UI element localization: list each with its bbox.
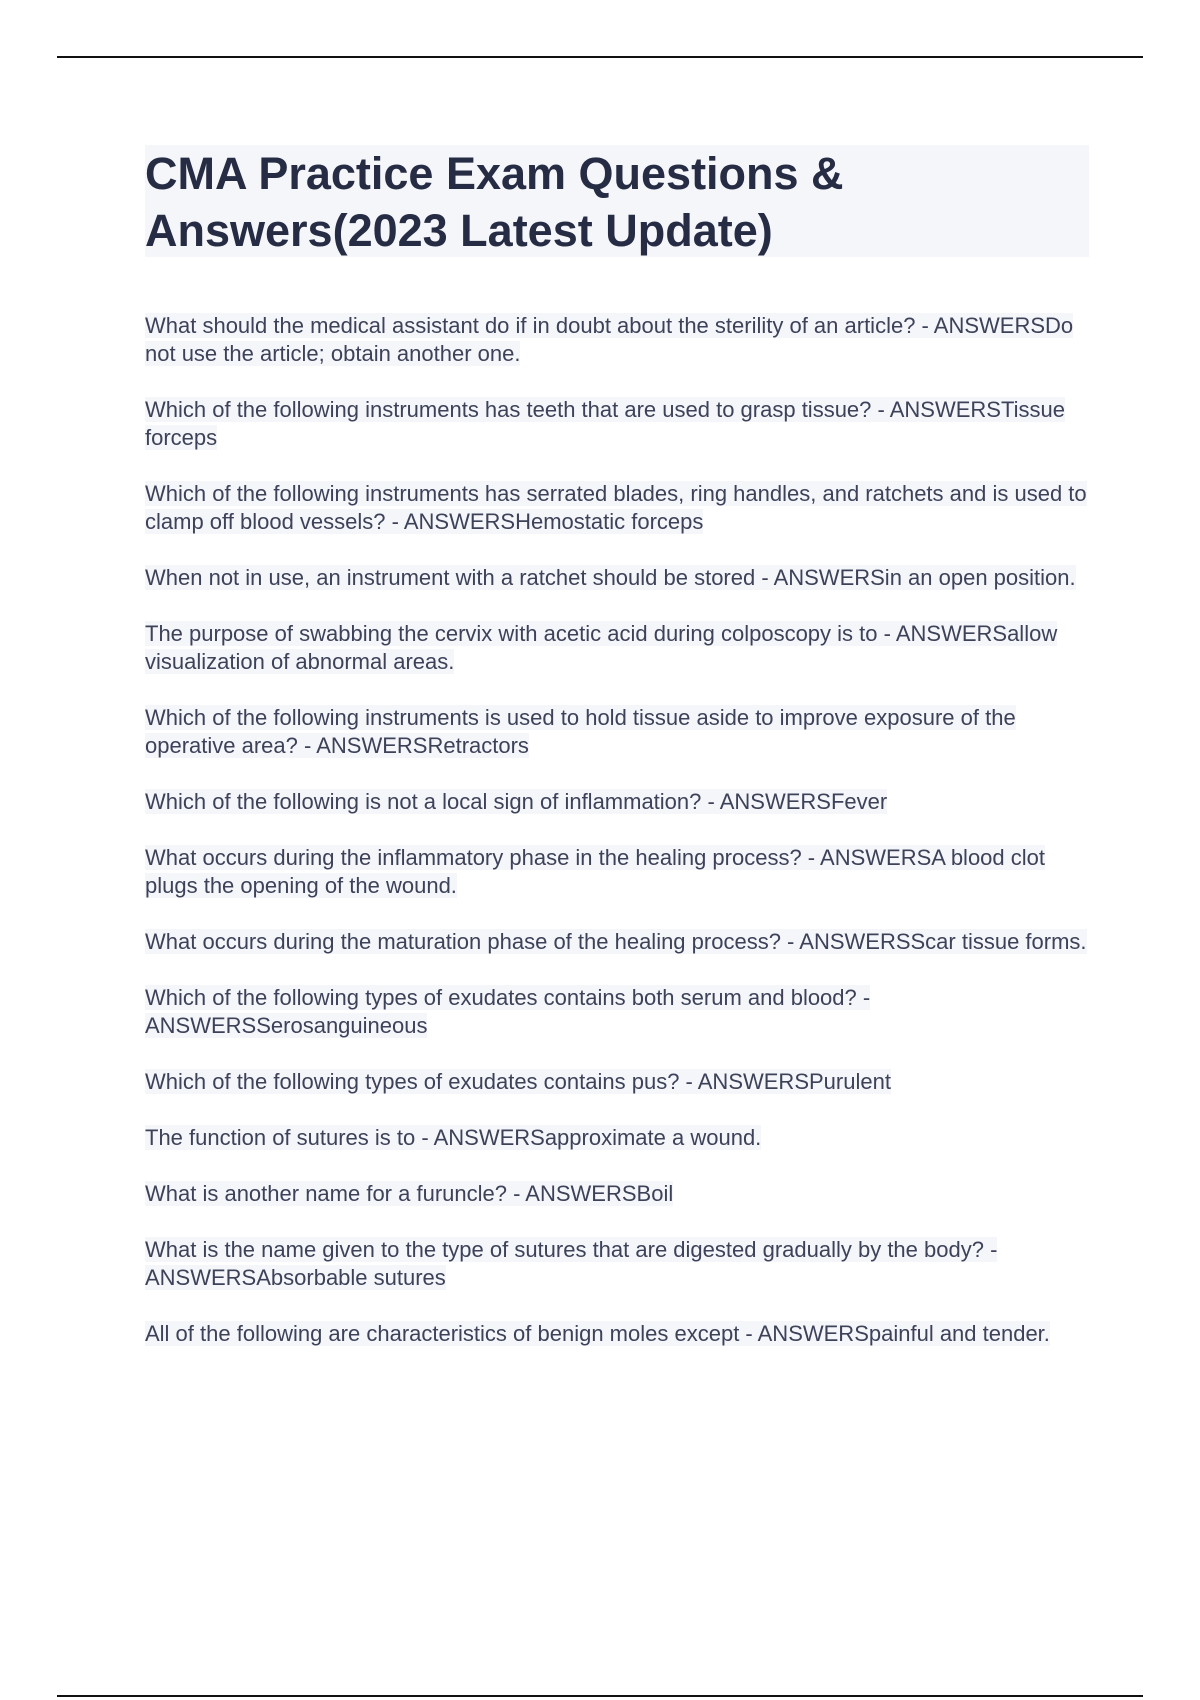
- qa-text: What is the name given to the type of sutures that are digested gradually by the body? - ANSWERSAbsorbable sutures: [145, 1237, 998, 1290]
- qa-text: The purpose of swabbing the cervix with acetic acid during colposcopy is to - ANSWERSallow visualization of abnormal areas.: [145, 621, 1058, 674]
- qa-text: What should the medical assistant do if in doubt about the sterility of an article? - ANSWERSDo not use the article; obtain another one.: [145, 313, 1074, 366]
- qa-item: [145, 788, 1089, 816]
- page-title: CMA Practice Exam Questions & Answers(2023 Latest Update): [145, 148, 844, 256]
- qa-item: [145, 1180, 1089, 1208]
- qa-text: What occurs during the inflammatory phase in the healing process? - ANSWERSA blood clot plugs the opening of the wound.: [145, 845, 1046, 898]
- qa-item: [145, 704, 1089, 760]
- bottom-rule: [57, 1695, 1143, 1697]
- qa-item: [145, 928, 1089, 956]
- qa-list: [145, 312, 1089, 1376]
- qa-item: [145, 984, 1089, 1040]
- qa-item: [145, 844, 1089, 900]
- qa-text: What occurs during the maturation phase of the healing process? - ANSWERSScar tissue forms.: [145, 929, 1087, 954]
- qa-text: Which of the following is not a local sign of inflammation? - ANSWERSFever: [145, 789, 888, 814]
- qa-item: [145, 1124, 1089, 1152]
- top-rule: [57, 56, 1143, 58]
- qa-text: Which of the following types of exudates contains pus? - ANSWERSPurulent: [145, 1069, 891, 1094]
- qa-text: Which of the following instruments is used to hold tissue aside to improve exposure of the operative area? - ANSWERSRetractors: [145, 705, 1016, 758]
- qa-text: What is another name for a furuncle? - ANSWERSBoil: [145, 1181, 674, 1206]
- qa-item: [145, 480, 1089, 536]
- qa-item: [145, 1320, 1089, 1348]
- qa-item: [145, 312, 1089, 368]
- qa-item: [145, 1068, 1089, 1096]
- qa-item: [145, 1236, 1089, 1292]
- qa-text: Which of the following types of exudates contains both serum and blood? - ANSWERSSerosanguineous: [145, 985, 871, 1038]
- qa-text: Which of the following instruments has serrated blades, ring handles, and ratchets and is used to clamp off blood vessels? - ANSWERSHemostatic forceps: [145, 481, 1087, 534]
- qa-text: When not in use, an instrument with a ratchet should be stored - ANSWERSin an open position.: [145, 565, 1076, 590]
- qa-item: [145, 620, 1089, 676]
- title-block: [145, 145, 1089, 257]
- qa-text: The function of sutures is to - ANSWERSapproximate a wound.: [145, 1125, 762, 1150]
- qa-item: [145, 564, 1089, 592]
- qa-item: [145, 396, 1089, 452]
- qa-text: Which of the following instruments has teeth that are used to grasp tissue? - ANSWERSTissue forceps: [145, 397, 1065, 450]
- qa-text: All of the following are characteristics of benign moles except - ANSWERSpainful and tender.: [145, 1321, 1050, 1346]
